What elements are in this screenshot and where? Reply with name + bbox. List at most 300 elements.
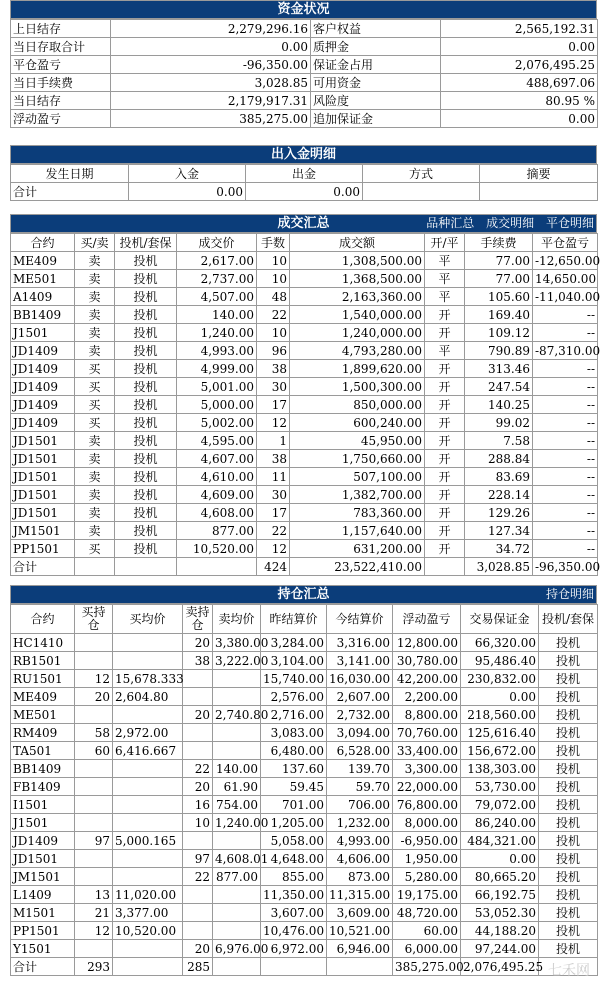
table-row <box>11 378 598 396</box>
positions-cell: RM409 <box>11 724 75 742</box>
funds-title: 资金状况 <box>11 1 597 19</box>
table-row <box>11 706 598 724</box>
trades-cell: -- <box>533 504 598 522</box>
positions-cell <box>75 706 113 724</box>
positions-cell: RB1501 <box>11 652 75 670</box>
positions-cell: 16 <box>183 796 213 814</box>
positions-cell: 855.00 <box>261 868 327 886</box>
funds-row <box>11 92 598 110</box>
trades-cell: 288.84 <box>465 450 533 468</box>
positions-cell <box>213 670 261 688</box>
positions-cell: 59.45 <box>261 778 327 796</box>
table-row <box>11 742 598 760</box>
positions-cell: 投机 <box>539 724 598 742</box>
positions-cell <box>213 832 261 850</box>
trades-header <box>11 215 597 233</box>
trades-cell: 开 <box>425 522 465 540</box>
link-close-detail[interactable]: 平仓明细 <box>545 216 594 230</box>
funds-value: 0.00 <box>441 38 598 56</box>
trades-cell: 卖 <box>75 252 115 270</box>
table-row <box>11 324 598 342</box>
trades-total-lots: 424 <box>257 558 290 576</box>
io-title: 出入金明细 <box>11 146 597 164</box>
table-row <box>11 432 598 450</box>
trades-cell: 850,000.00 <box>290 396 425 414</box>
positions-cell: 4,648.00 <box>261 850 327 868</box>
positions-cell: 5,058.00 <box>261 832 327 850</box>
positions-cell: 80,665.20 <box>461 868 539 886</box>
trades-cell: 7.58 <box>465 432 533 450</box>
trades-cell: 77.00 <box>465 252 533 270</box>
table-row <box>11 796 598 814</box>
trades-cell: JD1501 <box>11 468 75 486</box>
positions-cell <box>75 940 113 958</box>
trades-cell: 投机 <box>115 360 177 378</box>
positions-cell: 投机 <box>539 850 598 868</box>
positions-cell: 137.60 <box>261 760 327 778</box>
trades-cell: -- <box>533 540 598 558</box>
table-row <box>11 760 598 778</box>
trades-cell: 1,500,300.00 <box>290 378 425 396</box>
positions-total-row <box>11 958 598 976</box>
trades-cell: 2,737.00 <box>177 270 257 288</box>
trades-cell: 卖 <box>75 342 115 360</box>
positions-cell <box>213 742 261 760</box>
positions-cell <box>113 850 183 868</box>
positions-cell: 2,716.00 <box>261 706 327 724</box>
trades-cell: 卖 <box>75 468 115 486</box>
positions-total-pnl: 385,275.00 <box>393 958 461 976</box>
trades-cell: 开 <box>425 468 465 486</box>
funds-table <box>10 19 598 128</box>
trades-cell: ME409 <box>11 252 75 270</box>
trades-cell: JD1409 <box>11 342 75 360</box>
trades-cell: 4,793,280.00 <box>290 342 425 360</box>
trades-cell: 4,608.00 <box>177 504 257 522</box>
trades-cell: 卖 <box>75 486 115 504</box>
positions-cell: 3,377.00 <box>113 904 183 922</box>
positions-cell: 59.70 <box>327 778 393 796</box>
trades-cell: 17 <box>257 504 290 522</box>
positions-cell: 76,800.00 <box>393 796 461 814</box>
trades-title: 成交汇总 <box>277 216 330 231</box>
trades-cell: 1 <box>257 432 290 450</box>
positions-cell: 3,607.00 <box>261 904 327 922</box>
trades-cell: 投机 <box>115 306 177 324</box>
positions-cell: 15,740.00 <box>261 670 327 688</box>
positions-cell: 投机 <box>539 886 598 904</box>
positions-cell: 1,950.00 <box>393 850 461 868</box>
positions-cell: 11,315.00 <box>327 886 393 904</box>
trades-cell: 4,999.00 <box>177 360 257 378</box>
table-row <box>11 486 598 504</box>
table-row <box>11 922 598 940</box>
trades-cell: 平 <box>425 288 465 306</box>
positions-cell: 97 <box>183 850 213 868</box>
positions-cell: 3,104.00 <box>261 652 327 670</box>
positions-cell: 2,972.00 <box>113 724 183 742</box>
positions-cell: RU1501 <box>11 670 75 688</box>
funds-value: 3,028.85 <box>111 74 311 92</box>
trades-table <box>10 233 598 576</box>
positions-cell: 140.00 <box>213 760 261 778</box>
trades-cell: 4,609.00 <box>177 486 257 504</box>
funds-label: 当日手续费 <box>11 74 111 92</box>
trades-cell: 开 <box>425 486 465 504</box>
trades-cell: 507,100.00 <box>290 468 425 486</box>
trades-cell: 45,950.00 <box>290 432 425 450</box>
positions-cell: 42,200.00 <box>393 670 461 688</box>
positions-cell: 11,020.00 <box>113 886 183 904</box>
trades-cell: -12,650.00 <box>533 252 598 270</box>
trades-column-header: 成交价 <box>177 234 257 252</box>
positions-cell: 877.00 <box>213 868 261 886</box>
trades-cell: 平 <box>425 270 465 288</box>
positions-cell <box>75 760 113 778</box>
positions-cell <box>183 688 213 706</box>
trades-cell: -- <box>533 306 598 324</box>
trades-column-header: 开/平 <box>425 234 465 252</box>
positions-cell: 12 <box>75 670 113 688</box>
trades-cell: 4,595.00 <box>177 432 257 450</box>
positions-cell: BB1409 <box>11 760 75 778</box>
trades-cell: 105.60 <box>465 288 533 306</box>
positions-cell: 投机 <box>539 760 598 778</box>
trades-cell: 38 <box>257 450 290 468</box>
trades-cell: 109.12 <box>465 324 533 342</box>
positions-cell: 86,240.00 <box>461 814 539 832</box>
positions-cell: 138,303.00 <box>461 760 539 778</box>
positions-cell: 156,672.00 <box>461 742 539 760</box>
positions-cell: 97 <box>75 832 113 850</box>
trades-cell: -- <box>533 414 598 432</box>
positions-cell: FB1409 <box>11 778 75 796</box>
trades-cell: 30 <box>257 486 290 504</box>
trades-cell: JD1501 <box>11 504 75 522</box>
trades-cell: 10 <box>257 324 290 342</box>
funds-value: 2,279,296.16 <box>111 20 311 38</box>
positions-cell: 58 <box>75 724 113 742</box>
trades-cell: 1,382,700.00 <box>290 486 425 504</box>
trades-cell: -- <box>533 486 598 504</box>
link-variety-summary[interactable]: 品种汇总 <box>426 216 475 230</box>
funds-label: 追加保证金 <box>311 110 441 128</box>
trades-column-header: 手续费 <box>465 234 533 252</box>
trades-cell: -11,040.00 <box>533 288 598 306</box>
trades-cell: -- <box>533 360 598 378</box>
positions-cell <box>183 904 213 922</box>
trades-cell: 5,000.00 <box>177 396 257 414</box>
positions-column-header: 昨结算价 <box>261 605 327 634</box>
positions-cell: 投机 <box>539 922 598 940</box>
positions-cell <box>183 724 213 742</box>
positions-cell: 投机 <box>539 814 598 832</box>
funds-value: 385,275.00 <box>111 110 311 128</box>
positions-cell: 16,030.00 <box>327 670 393 688</box>
trades-cell: 313.46 <box>465 360 533 378</box>
positions-cell <box>75 634 113 652</box>
trades-cell: 投机 <box>115 450 177 468</box>
trades-cell: 129.26 <box>465 504 533 522</box>
table-row <box>11 342 598 360</box>
positions-cell <box>213 688 261 706</box>
table-row <box>11 468 598 486</box>
trades-cell: 1,308,500.00 <box>290 252 425 270</box>
positions-cell <box>113 706 183 724</box>
trades-cell: 30 <box>257 378 290 396</box>
trades-cell: 10 <box>257 252 290 270</box>
positions-cell: 11,350.00 <box>261 886 327 904</box>
trades-cell: 卖 <box>75 504 115 522</box>
trades-cell: 卖 <box>75 432 115 450</box>
positions-cell: 20 <box>183 940 213 958</box>
trades-cell: 4,993.00 <box>177 342 257 360</box>
funds-value: -96,350.00 <box>111 56 311 74</box>
positions-cell: 53,052.30 <box>461 904 539 922</box>
positions-column-header: 浮动盈亏 <box>393 605 461 634</box>
positions-cell: 8,000.00 <box>393 814 461 832</box>
trades-cell: 买 <box>75 540 115 558</box>
trades-cell: JD1409 <box>11 378 75 396</box>
positions-cell: JD1409 <box>11 832 75 850</box>
trades-cell: 1,157,640.00 <box>290 522 425 540</box>
positions-cell: 2,604.80 <box>113 688 183 706</box>
positions-cell: 53,730.00 <box>461 778 539 796</box>
funds-value: 80.95 % <box>441 92 598 110</box>
funds-label: 客户权益 <box>311 20 441 38</box>
trades-cell: 开 <box>425 396 465 414</box>
trades-cell: 99.02 <box>465 414 533 432</box>
positions-cell: 3,380.00 <box>213 634 261 652</box>
positions-cell <box>113 796 183 814</box>
positions-cell: 4,608.01 <box>213 850 261 868</box>
positions-cell: Y1501 <box>11 940 75 958</box>
positions-cell: 12 <box>75 922 113 940</box>
trades-cell: 1,750,660.00 <box>290 450 425 468</box>
trades-cell: 平 <box>425 252 465 270</box>
trades-cell: 4,607.00 <box>177 450 257 468</box>
positions-cell: JM1501 <box>11 868 75 886</box>
trades-cell: -- <box>533 324 598 342</box>
positions-cell: M1501 <box>11 904 75 922</box>
positions-cell: 投机 <box>539 868 598 886</box>
positions-cell <box>75 652 113 670</box>
positions-cell: 484,321.00 <box>461 832 539 850</box>
positions-cell <box>75 814 113 832</box>
positions-cell: 1,205.00 <box>261 814 327 832</box>
positions-cell: 873.00 <box>327 868 393 886</box>
trades-cell: 140.25 <box>465 396 533 414</box>
table-row <box>11 306 598 324</box>
trades-cell: -- <box>533 468 598 486</box>
positions-cell: 22 <box>183 868 213 886</box>
positions-cell: 20 <box>183 706 213 724</box>
positions-cell: 3,141.00 <box>327 652 393 670</box>
table-row <box>11 252 598 270</box>
positions-cell: 4,993.00 <box>327 832 393 850</box>
positions-cell: 投机 <box>539 688 598 706</box>
positions-cell: 投机 <box>539 634 598 652</box>
positions-column-header: 合约 <box>11 605 75 634</box>
positions-cell <box>75 778 113 796</box>
trades-cell: 12 <box>257 414 290 432</box>
trades-cell: 1,240,000.00 <box>290 324 425 342</box>
positions-cell <box>75 796 113 814</box>
positions-table <box>10 604 598 976</box>
positions-cell: 3,316.00 <box>327 634 393 652</box>
positions-cell: 60.00 <box>393 922 461 940</box>
positions-cell: 3,284.00 <box>261 634 327 652</box>
trades-cell: 开 <box>425 540 465 558</box>
positions-column-header: 买持仓 <box>75 605 113 634</box>
positions-cell: 30,780.00 <box>393 652 461 670</box>
positions-cell: 19,175.00 <box>393 886 461 904</box>
trades-cell: 买 <box>75 360 115 378</box>
link-position-detail[interactable]: 持仓明细 <box>545 587 594 601</box>
table-row <box>11 688 598 706</box>
trades-cell: BB1409 <box>11 306 75 324</box>
funds-value: 0.00 <box>441 110 598 128</box>
table-row <box>11 670 598 688</box>
positions-cell: 20 <box>183 778 213 796</box>
positions-cell: 3,609.00 <box>327 904 393 922</box>
funds-label: 可用资金 <box>311 74 441 92</box>
trades-cell: 买 <box>75 414 115 432</box>
table-row <box>11 850 598 868</box>
positions-cell: 70,760.00 <box>393 724 461 742</box>
trades-cell: 790.89 <box>465 342 533 360</box>
trades-cell: 1,899,620.00 <box>290 360 425 378</box>
positions-cell: 15,678.333 <box>113 670 183 688</box>
trades-cell: 开 <box>425 414 465 432</box>
table-row <box>11 414 598 432</box>
table-row <box>11 940 598 958</box>
trades-column-header: 平仓盈亏 <box>533 234 598 252</box>
trades-cell: 2,617.00 <box>177 252 257 270</box>
positions-cell <box>183 922 213 940</box>
trades-column-header: 手数 <box>257 234 290 252</box>
trades-cell: 1,240.00 <box>177 324 257 342</box>
funds-label: 浮动盈亏 <box>11 110 111 128</box>
positions-column-header: 卖持仓 <box>183 605 213 634</box>
positions-cell <box>75 850 113 868</box>
positions-cell: 754.00 <box>213 796 261 814</box>
trades-cell: 卖 <box>75 450 115 468</box>
trades-total-fee: 3,028.85 <box>465 558 533 576</box>
table-row <box>11 396 598 414</box>
trades-cell: -- <box>533 522 598 540</box>
positions-cell: 6,946.00 <box>327 940 393 958</box>
positions-cell: 21 <box>75 904 113 922</box>
trades-cell: JD1501 <box>11 450 75 468</box>
funds-row <box>11 56 598 74</box>
positions-cell: 投机 <box>539 742 598 760</box>
funds-value: 2,076,495.25 <box>441 56 598 74</box>
positions-cell: PP1501 <box>11 922 75 940</box>
positions-cell: J1501 <box>11 814 75 832</box>
positions-cell: 66,192.75 <box>461 886 539 904</box>
trades-total-row <box>11 558 598 576</box>
trades-cell: 169.40 <box>465 306 533 324</box>
io-section <box>10 145 597 201</box>
positions-cell: 20 <box>75 688 113 706</box>
trades-cell: 卖 <box>75 324 115 342</box>
positions-cell: 33,400.00 <box>393 742 461 760</box>
funds-row <box>11 20 598 38</box>
positions-cell: 3,222.00 <box>213 652 261 670</box>
positions-cell: 投机 <box>539 670 598 688</box>
positions-cell: 10,520.00 <box>113 922 183 940</box>
positions-cell: 12,800.00 <box>393 634 461 652</box>
positions-column-header: 卖均价 <box>213 605 261 634</box>
positions-cell: 2,740.80 <box>213 706 261 724</box>
positions-cell: 20 <box>183 634 213 652</box>
trades-cell: 17 <box>257 396 290 414</box>
trades-cell: 投机 <box>115 468 177 486</box>
trades-cell: 783,360.00 <box>290 504 425 522</box>
trades-cell: A1409 <box>11 288 75 306</box>
trades-column-header: 成交额 <box>290 234 425 252</box>
trades-cell: 10,520.00 <box>177 540 257 558</box>
trades-cell: 34.72 <box>465 540 533 558</box>
trades-column-header: 投机/套保 <box>115 234 177 252</box>
trades-cell: 开 <box>425 306 465 324</box>
positions-cell: 97,244.00 <box>461 940 539 958</box>
positions-cell <box>183 832 213 850</box>
positions-cell: 125,616.40 <box>461 724 539 742</box>
positions-cell: L1409 <box>11 886 75 904</box>
funds-section <box>10 0 597 128</box>
positions-cell: 1,240.00 <box>213 814 261 832</box>
positions-cell: 2,576.00 <box>261 688 327 706</box>
table-row <box>11 504 598 522</box>
trades-cell: 1,540,000.00 <box>290 306 425 324</box>
positions-cell <box>113 868 183 886</box>
table-row <box>11 868 598 886</box>
trades-cell: 开 <box>425 378 465 396</box>
io-column-header: 发生日期 <box>11 165 129 183</box>
table-row <box>11 814 598 832</box>
trades-cell: 83.69 <box>465 468 533 486</box>
io-total-in: 0.00 <box>129 183 246 201</box>
trades-cell: 877.00 <box>177 522 257 540</box>
trades-cell: 开 <box>425 432 465 450</box>
io-column-header: 方式 <box>363 165 480 183</box>
trades-cell: 631,200.00 <box>290 540 425 558</box>
link-trade-detail[interactable]: 成交明细 <box>486 216 535 230</box>
positions-cell: 22,000.00 <box>393 778 461 796</box>
table-row <box>11 522 598 540</box>
trades-cell: 平 <box>425 342 465 360</box>
io-table <box>10 164 598 201</box>
positions-cell <box>183 670 213 688</box>
trades-cell: JD1409 <box>11 414 75 432</box>
positions-cell: 95,486.40 <box>461 652 539 670</box>
positions-cell: 218,560.00 <box>461 706 539 724</box>
positions-cell: 61.90 <box>213 778 261 796</box>
funds-row <box>11 110 598 128</box>
trades-total-pnl: -96,350.00 <box>533 558 598 576</box>
table-row <box>11 360 598 378</box>
trades-cell: 买 <box>75 378 115 396</box>
table-row <box>11 450 598 468</box>
trades-cell: 140.00 <box>177 306 257 324</box>
trades-cell: 4,610.00 <box>177 468 257 486</box>
trades-cell: 投机 <box>115 378 177 396</box>
positions-cell: 3,083.00 <box>261 724 327 742</box>
positions-cell: 5,280.00 <box>393 868 461 886</box>
positions-cell: 44,188.20 <box>461 922 539 940</box>
